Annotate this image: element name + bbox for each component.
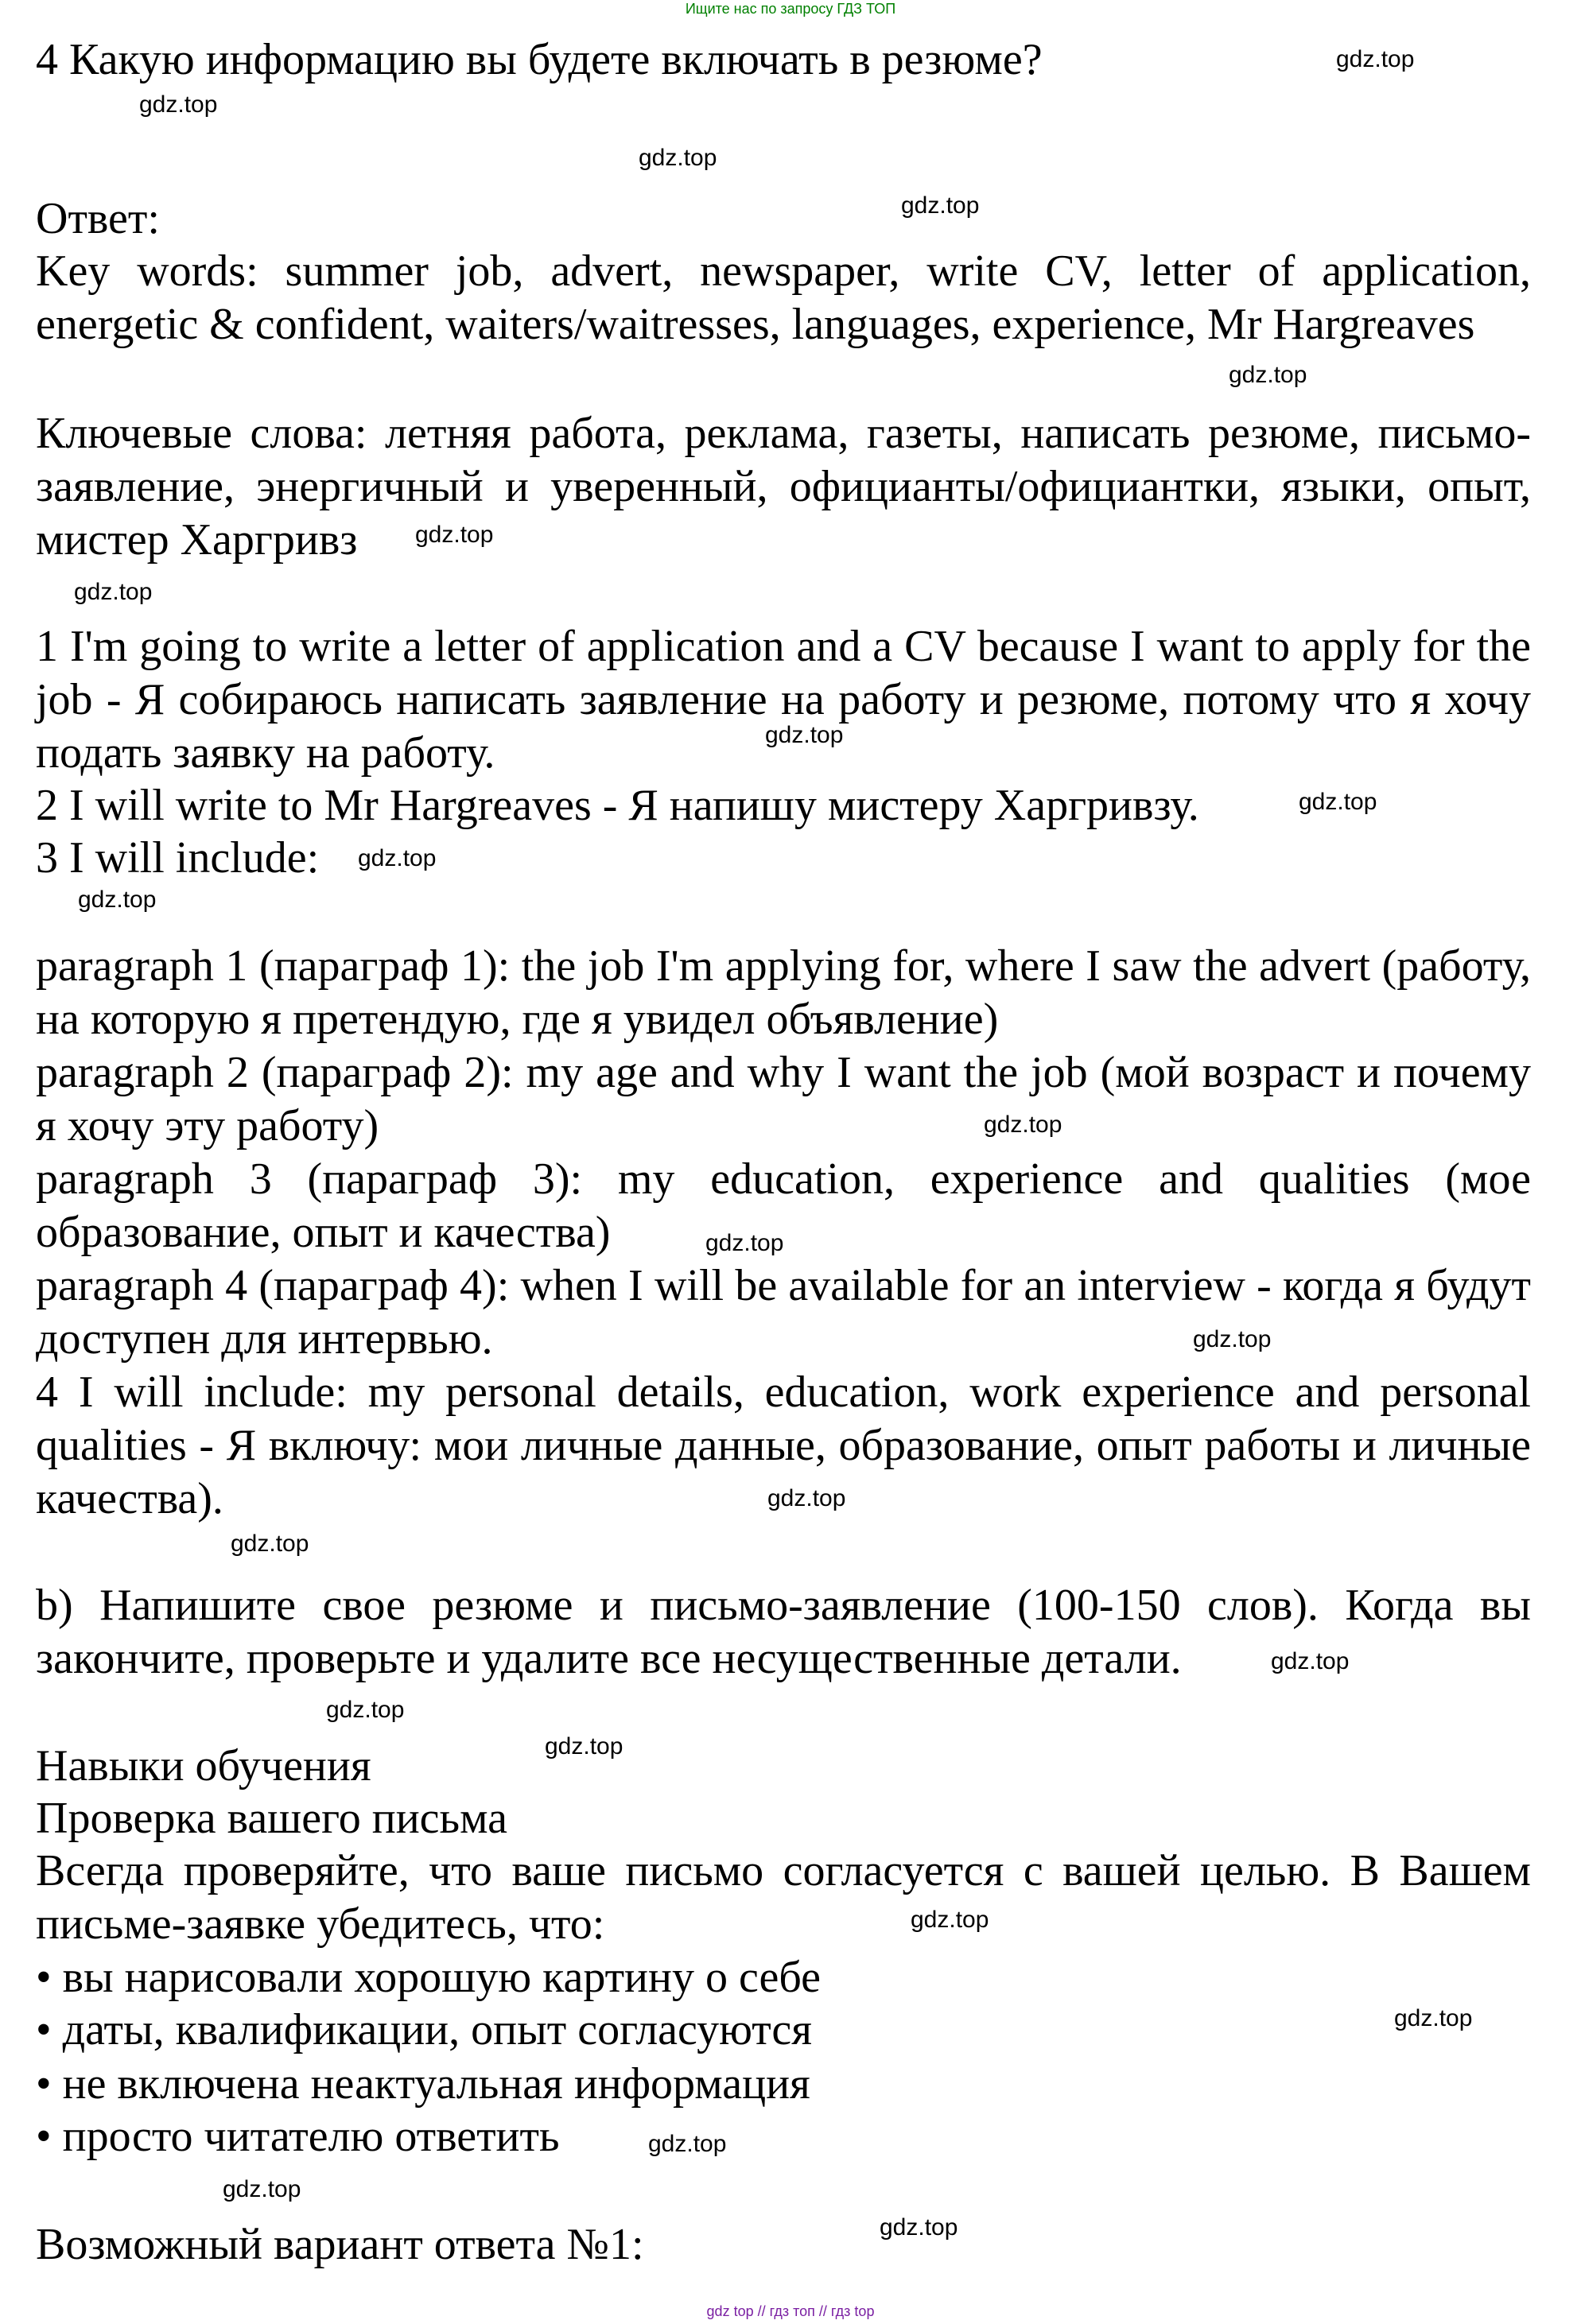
watermark: gdz.top: [1336, 46, 1415, 72]
variant-label: Возможный вариант ответа №1:: [36, 2220, 644, 2269]
top-banner[interactable]: Ищите нас по запросу ГДЗ ТОП: [685, 1, 896, 17]
watermark: gdz.top: [648, 2131, 727, 2157]
skills-heading: Навыки обучения: [36, 1741, 371, 1791]
watermark: gdz.top: [705, 1230, 784, 1256]
watermark: gdz.top: [901, 192, 980, 219]
paragraph-4: paragraph 4 (параграф 4): when I will be available for an interview - когда я будут доступен для интервью.: [36, 1261, 1531, 1364]
watermark: gdz.top: [545, 1733, 623, 1759]
watermark: gdz.top: [911, 1907, 989, 1933]
watermark: gdz.top: [223, 2176, 301, 2202]
watermark: gdz.top: [639, 145, 717, 171]
watermark: gdz.top: [880, 2214, 958, 2241]
bullet-item: • просто читателю ответить: [36, 2112, 560, 2161]
watermark: gdz.top: [358, 845, 437, 871]
bullet-item: • не включена неактуальная информация: [36, 2059, 810, 2109]
watermark: gdz.top: [1299, 789, 1377, 815]
answer-item-3: 3 I will include:: [36, 833, 320, 883]
question-heading: 4 Какую информацию вы будете включать в резюме?: [36, 35, 1043, 84]
key-words-ru: Ключевые слова: летняя работа, реклама, газеты, написать резюме, письмо-заявление, энергичный и уверенный, официанты/официантки, языки, опыт, мистер Харгривз: [36, 409, 1531, 565]
bottom-banner[interactable]: gdz top // гдз топ // гдз top: [706, 2303, 875, 2319]
watermark: gdz.top: [326, 1697, 405, 1723]
paragraph-3: paragraph 3 (параграф 3): my education, experience and qualities (мое образование, опыт и качества): [36, 1154, 1531, 1257]
bullet-item: • вы нарисовали хорошую картину о себе: [36, 1953, 821, 2002]
paragraph-2: paragraph 2 (параграф 2): my age and why I want the job (мой возраст и почему я хочу эту работу): [36, 1048, 1531, 1150]
watermark: gdz.top: [415, 522, 494, 548]
watermark: gdz.top: [767, 1485, 846, 1511]
watermark: gdz.top: [1271, 1648, 1350, 1674]
skills-intro: Всегда проверяйте, что ваше письмо согласуется с вашей целью. В Вашем письме-заявке убедитесь, что:: [36, 1846, 1531, 1949]
watermark: gdz.top: [1193, 1326, 1272, 1352]
watermark: gdz.top: [231, 1531, 309, 1557]
watermark: gdz.top: [1229, 362, 1307, 388]
key-words-en: Key words: summer job, advert, newspaper, write CV, letter of application, energetic & confident, waiters/waitresses, languages, experience, Mr Hargreaves: [36, 246, 1531, 349]
answer-item-1: 1 I'm going to write a letter of application and a CV because I want to apply for the job - Я собираюсь написать заявление на работу и резюме, потому что я хочу подать заявку на работу.: [36, 622, 1531, 778]
paragraph-1: paragraph 1 (параграф 1): the job I'm applying for, where I saw the advert (работу, на которую я претендую, где я увидел объявление): [36, 941, 1531, 1044]
watermark: gdz.top: [1394, 2005, 1473, 2031]
answer-item-4: 4 I will include: my personal details, education, work experience and personal qualities - Я включу: мои личные данные, образование, опыт работы и личные качества).: [36, 1368, 1531, 1523]
watermark: gdz.top: [74, 579, 153, 605]
task-b: b) Напишите свое резюме и письмо-заявление (100-150 слов). Когда вы закончите, проверьте и удалите все несущественные детали.: [36, 1581, 1531, 1683]
watermark: gdz.top: [139, 91, 218, 118]
answer-label: Ответ:: [36, 194, 160, 243]
bullet-item: • даты, квалификации, опыт согласуются: [36, 2005, 812, 2054]
watermark: gdz.top: [984, 1112, 1062, 1138]
watermark: gdz.top: [765, 722, 844, 748]
skills-subheading: Проверка вашего письма: [36, 1794, 507, 1843]
watermark: gdz.top: [78, 887, 157, 913]
answer-item-2: 2 I will write to Mr Hargreaves - Я напишу мистеру Харгривзу.: [36, 781, 1199, 830]
